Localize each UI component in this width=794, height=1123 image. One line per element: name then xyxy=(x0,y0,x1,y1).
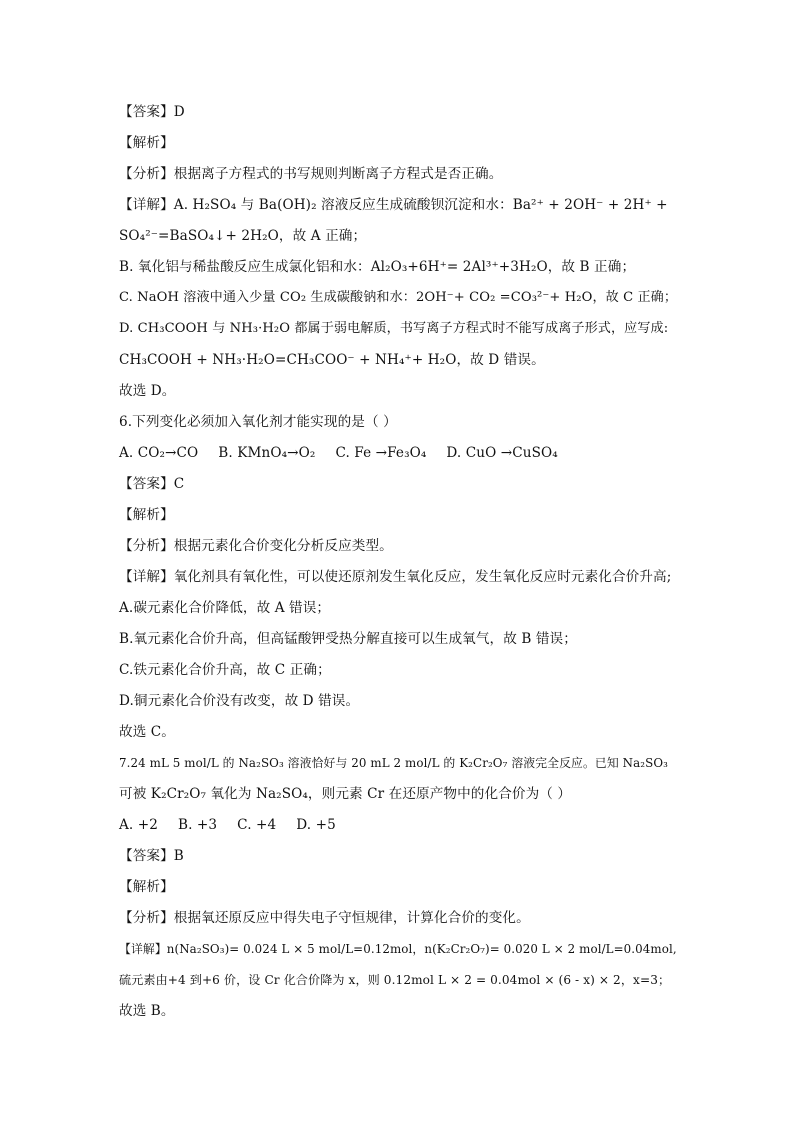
option-b: B. +3 xyxy=(178,817,218,833)
option-c: C. Fe →Fe₃O₄ xyxy=(335,445,427,461)
detail-text: 【详解】n(Na₂SO₃)= 0.024 L × 5 mol/L=0.12mol，n(K₂Cr₂O₇)= 0.020 L × 2 mol/L=0.04mol, xyxy=(119,942,677,956)
detail-text: 硫元素由+4 到+6 价，设 Cr 化合价降为 x，则 0.12mol L × 2 = 0.04mol × (6 - x) × 2，x=3； xyxy=(119,973,671,987)
options-7 xyxy=(119,814,676,836)
option-a: A. +2 xyxy=(119,817,158,833)
detail-text: C.铁元素化合价升高，故 C 正确； xyxy=(119,662,331,678)
options-6 xyxy=(119,442,676,464)
option-b: B. KMnO₄→O₂ xyxy=(218,445,316,461)
answer-label: 【答案】D xyxy=(119,104,185,120)
option-a: A. CO₂→CO xyxy=(119,445,199,461)
detail-text: D. CH₃COOH 与 NH₃·H₂O 都属于弱电解质，书写离子方程式时不能写成离子形式，应写成: xyxy=(119,321,669,336)
option-c: C. +4 xyxy=(237,817,277,833)
analysis-label: 【解析】 xyxy=(119,879,174,895)
option-d: D. +5 xyxy=(296,817,336,833)
answer-label: 【答案】B xyxy=(119,848,184,864)
option-d: D. CuO →CuSO₄ xyxy=(446,445,558,461)
analysis-text: 【分析】根据离子方程式的书写规则判断离子方程式是否正确。 xyxy=(119,166,503,182)
conclusion-text: 故选 D。 xyxy=(119,383,176,399)
analysis-label: 【解析】 xyxy=(119,135,174,151)
detail-text: CH₃COOH + NH₃·H₂O=CH₃COO⁻ + NH₄⁺+ H₂O，故 D 错误。 xyxy=(119,352,545,368)
detail-text: D.铜元素化合价没有改变，故 D 错误。 xyxy=(119,693,360,709)
detail-text: 【详解】A. H₂SO₄ 与 Ba(OH)₂ 溶液反应生成硫酸钡沉淀和水：Ba²⁺ + 2OH⁻ + 2H⁺ + xyxy=(119,197,668,213)
question-6: 6.下列变化必须加入氧化剂才能实现的是（ ） xyxy=(119,414,397,430)
detail-text: C. NaOH 溶液中通入少量 CO₂ 生成碳酸钠和水：2OH⁻+ CO₂ =CO₃²⁻+ H₂O，故 C 正确； xyxy=(119,290,678,305)
detail-text: SO₄²⁻=BaSO₄↓+ 2H₂O，故 A 正确； xyxy=(119,228,367,244)
conclusion-text: 故选 C。 xyxy=(119,724,176,740)
analysis-text: 【分析】根据元素化合价变化分析反应类型。 xyxy=(119,538,393,554)
detail-text: A.碳元素化合价降低，故 A 错误； xyxy=(119,600,331,616)
question-7: 7.24 mL 5 mol/L 的 Na₂SO₃ 溶液恰好与 20 mL 2 mol/L 的 K₂Cr₂O₇ 溶液完全反应。已知 Na₂SO₃ xyxy=(119,756,669,770)
analysis-text: 【分析】根据氧还原反应中得失电子守恒规律，计算化合价的变化。 xyxy=(119,910,530,926)
analysis-label: 【解析】 xyxy=(119,507,174,523)
conclusion-text: 故选 B。 xyxy=(119,1003,175,1019)
detail-text: 【详解】氧化剂具有氧化性，可以使还原剂发生氧化反应，发生氧化反应时元素化合价升高; xyxy=(119,569,672,585)
detail-text: B.氧元素化合价升高，但高锰酸钾受热分解直接可以生成氧气，故 B 错误； xyxy=(119,631,577,647)
answer-label: 【答案】C xyxy=(119,476,185,492)
detail-text: B. 氧化铝与稀盐酸反应生成氯化铝和水：Al₂O₃+6H⁺= 2Al³⁺+3H₂O，故 B 正确； xyxy=(119,259,636,275)
question-7: 可被 K₂Cr₂O₇ 氧化为 Na₂SO₄，则元素 Cr 在还原产物中的化合价为（ ） xyxy=(119,786,572,802)
